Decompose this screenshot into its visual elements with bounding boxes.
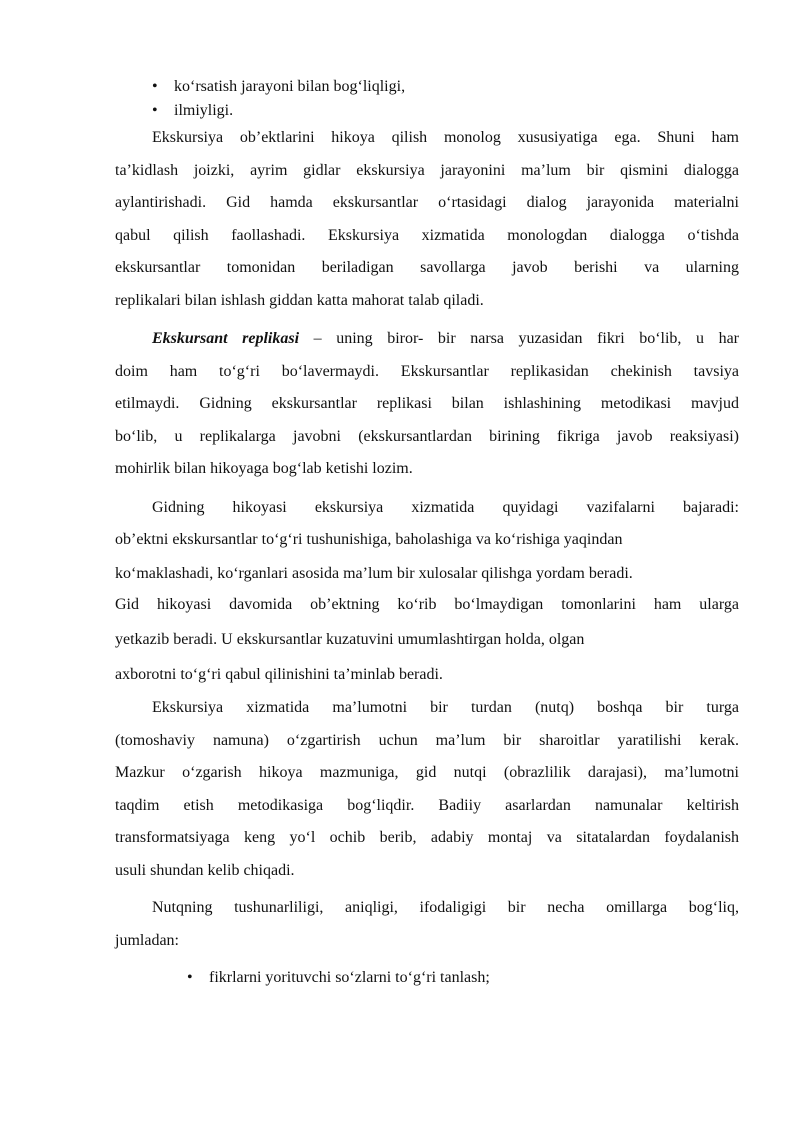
- text-line: Gidning hikoyasi ekskursiya xizmatida quyidagi vazifalarni bajaradi:: [152, 499, 739, 516]
- bullet-marker: •: [152, 102, 158, 119]
- text-line: ko‘maklashadi, ko‘rganlari asosida ma’lum bir xulosalar qilishga yordam beradi.: [115, 565, 633, 582]
- text-line: usuli shundan kelib chiqadi.: [115, 861, 295, 879]
- paragraph-2: [115, 323, 739, 486]
- bullet-text: ilmiyligi.: [174, 102, 234, 119]
- text-line: taqdim etish metodikasiga bog‘liqdir. Badiiy asarlardan namunalar keltirish: [115, 796, 739, 814]
- bullet-text: fikrlarni yorituvchi so‘zlarni to‘g‘ri tanlash;: [209, 969, 490, 986]
- text-line: yetkazib beradi. U ekskursantlar kuzatuvini umumlashtirgan holda, olgan: [115, 631, 585, 648]
- paragraph-3-first-line: [115, 492, 739, 525]
- bullet-item: [152, 77, 405, 97]
- text-line: jumladan:: [115, 931, 179, 949]
- text-line: replikalari bilan ishlash giddan katta mahorat talab qiladi.: [115, 291, 484, 309]
- term-ekskursant-replikasi: Ekskursant replikasi: [152, 330, 300, 347]
- text-line: doim ham to‘g‘ri bo‘lavermaydi. Ekskursantlar replikasidan chekinish tavsiya: [115, 362, 739, 380]
- text-line: qabul qilish faollashadi. Ekskursiya xizmatida monologdan dialogga o‘tishda: [115, 226, 739, 244]
- term-definition: – uning biror- bir narsa yuzasidan fikri bo‘lib, u har: [299, 330, 740, 347]
- bullet-text: ko‘rsatish jarayoni bilan bog‘liqligi,: [174, 78, 406, 95]
- text-line: axborotni to‘g‘ri qabul qilinishini ta’minlab beradi.: [115, 666, 443, 683]
- text-line: ekskursantlar tomonidan beriladigan savollarga javob berishi va ularning: [115, 259, 739, 276]
- text-line: (tomoshaviy namuna) o‘zgartirish uchun ma’lum bir sharoitlar yaratilishi kerak.: [115, 731, 739, 749]
- text-line: Gid hikoyasi davomida ob’ektning ko‘rib bo‘lmaydigan tomonlarini ham ularga: [115, 596, 739, 613]
- text-line: etilmaydi. Gidning ekskursantlar replikasi bilan ishlashining metodikasi mavjud: [115, 395, 739, 412]
- text-line: Ekskursiya xizmatida ma’lumotni bir turdan (nutq) boshqa bir turga: [152, 699, 739, 716]
- text-line: Nutqning tushunarliligi, aniqligi, ifodaligigi bir necha omillarga bog‘liq,: [152, 899, 739, 916]
- text-line: ob’ektni ekskursantlar to‘g‘ri tushunishiga, baholashiga va ko‘rishiga yaqindan: [115, 531, 623, 548]
- text-line: Mazkur o‘zgarish hikoya mazmuniga, gid nutqi (obrazlilik darajasi), ma’lumotni: [115, 764, 739, 781]
- paragraph-3-justified-line: [115, 589, 739, 622]
- paragraph-1: [115, 122, 739, 317]
- text-line: mohirlik bilan hikoyaga bog‘lab ketishi lozim.: [115, 460, 413, 477]
- bullet-marker: •: [187, 969, 193, 986]
- paragraph-5: [115, 892, 739, 957]
- text-line: transformatsiyaga keng yo‘l ochib berib, adabiy montaj va sitatalardan foydalanish: [115, 829, 739, 846]
- bullet-marker: •: [152, 78, 158, 95]
- text-line: Ekskursiya ob’ektlarini hikoya qilish monolog xususiyatiga ega. Shuni ham: [152, 129, 739, 146]
- text-line: ta’kidlash joizki, ayrim gidlar ekskursiya jarayonini ma’lum bir qismini dialogga: [115, 161, 739, 179]
- text-line: [115, 323, 739, 356]
- text-line: aylantirishadi. Gid hamda ekskursantlar o‘rtasidagi dialog jarayonida materialni: [115, 194, 739, 211]
- paragraph-4: [115, 692, 739, 887]
- bullet-item: [152, 101, 233, 121]
- bullet-item: [187, 968, 490, 988]
- text-line: bo‘lib, u replikalarga javobni (ekskursantlardan birining fikriga javob reaksiyasi): [115, 427, 739, 445]
